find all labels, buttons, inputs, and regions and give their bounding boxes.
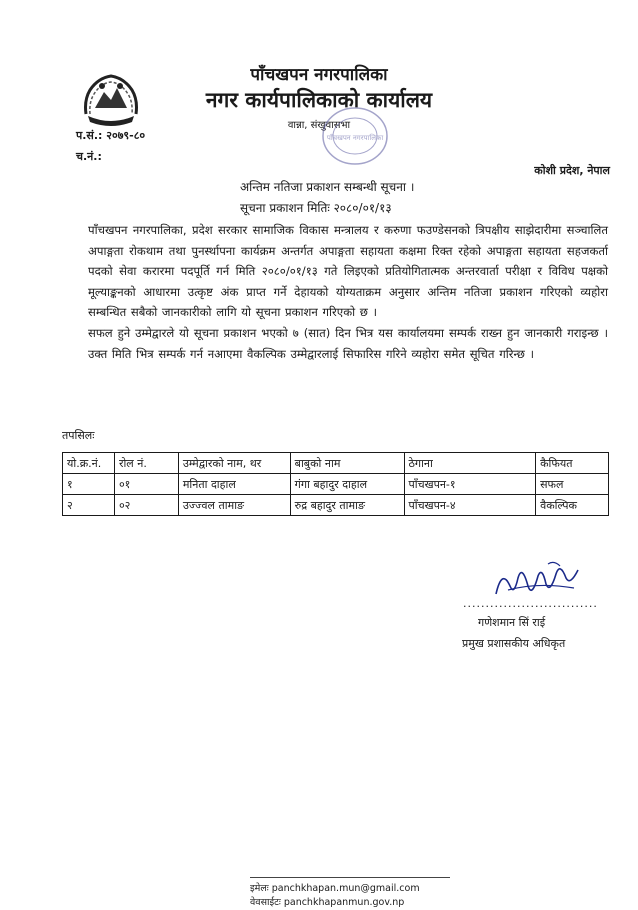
col-header-serial: यो.क्र.नं. [63,453,115,474]
cell-roll: ०२ [114,495,178,516]
body-paragraph: पाँचखपन नगरपालिका, प्रदेश सरकार सामाजिक विकास मन्त्रालय र करुणा फउण्डेसनको त्रिपक्षीय साझेदारीमा सञ्चालित अपाङ्गता रोकथाम तथा पुनर्स्थापना कार्यक्रम अन्तर्गत अपाङ्गता सहायता कक्षमा रिक्त रहेको अपाङ्गता सहायता सहजकर्ता पदको सेवा करारमा पदपूर्ति गर्न मिति २०८०/०१/१३ गते लिइएको प्रतियोगितात्मक अन्तरवार्ता परीक्षा र विविध पक्षको मूल्याङ्कनको आधारमा उत्कृष्ट अंक प्राप्त गर्ने देहायको योग्यताक्रम अनुसार अन्तिम नतिजा प्रकाशन गरिएको व्यहोरा सम्बन्धित सबैको जानकारीको लागि यो सूचना प्रकाशन गरिएको छ । [88,223,608,320]
results-table [62,452,609,516]
table-header-row [63,453,609,474]
office-stamp-icon [320,104,390,168]
col-header-remarks: कैफियत [536,453,609,474]
cell-candidate-name: मनिता दाहाल [178,474,290,495]
col-header-candidate-name: उम्मेद्वारको नाम, थर [178,453,290,474]
footer-divider [250,877,450,878]
cell-address: पाँचखपन-४ [404,495,536,516]
cell-serial: १ [63,474,115,495]
cell-roll: ०१ [114,474,178,495]
reference-number: प.सं.: २०७९-८० [76,129,146,142]
dispatch-number: च.नं.: [76,150,102,163]
footer-email: इमेलः panchkhapan.mun@gmail.com [250,883,420,894]
stamp-text: पाँचखपन नगरपालिका [326,134,384,142]
cell-serial: २ [63,495,115,516]
col-header-roll: रोल नं. [114,453,178,474]
province-label: कोशी प्रदेश, नेपाल [534,164,610,177]
cell-address: पाँचखपन-१ [404,474,536,495]
col-header-address: ठेगाना [404,453,536,474]
signatory-name: गणेशमान सिं राई [478,616,546,629]
signature-line: .............................. [463,597,598,610]
details-label: तपसिलः [62,429,95,442]
notice-body [88,220,608,364]
cell-remarks: वैकल्पिक [536,495,609,516]
publication-date: सूचना प्रकाशन मितिः २०८०/०१/१३ [240,201,392,215]
cell-father-name: रुद्र बहादुर तामाङ [290,495,404,516]
cell-remarks: सफल [536,474,609,495]
notice-subject: अन्तिम नतिजा प्रकाशन सम्बन्धी सूचना । [240,180,415,194]
body-paragraph: सफल हुने उम्मेद्वारले यो सूचना प्रकाशन भएको ७ (सात) दिन भित्र यस कार्यालयमा सम्पर्क राख्न हुन जानकारी गराइन्छ । उक्त मिति भित्र सम्पर्क गर्न नआएमा वैकल्पिक उम्मेद्वारलाई सिफारिस गरिने व्यहोरा समेत सूचित गरिन्छ । [88,325,608,361]
office-name: नगर कार्यपालिकाको कार्यालय [205,88,433,112]
signatory-title: प्रमुख प्रशासकीय अधिकृत [462,637,566,650]
cell-father-name: गंगा बहादुर दाहाल [290,474,404,495]
col-header-father-name: बाबुको नाम [290,453,404,474]
table-row [63,474,609,495]
office-location: वान्ना, संखुवासभा [287,120,351,131]
footer-website: वेवसाईटः panchkhapanmun.gov.np [250,897,405,908]
table-row [63,495,609,516]
municipality-name: पाँचखपन नगरपालिका [250,65,388,85]
cell-candidate-name: उज्ज्वल तामाङ [178,495,290,516]
